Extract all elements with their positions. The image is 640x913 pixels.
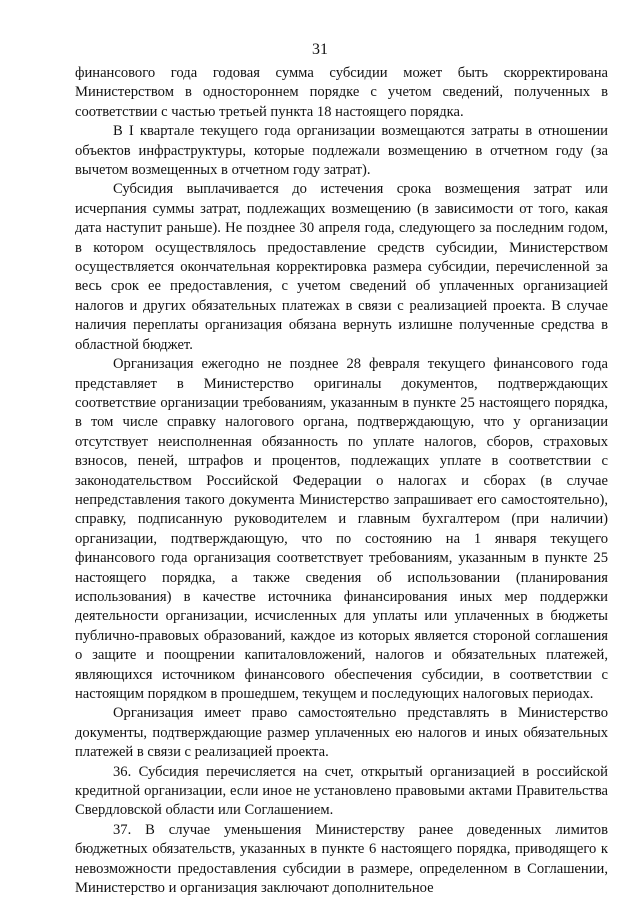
paragraph-item-37: 37. В случае уменьшения Министерству ранее доведенных лимитов бюджетных обязательств, указанных в пункте 6 настоящего порядка, приводящего к невозможности предоставления субсидии в размере, определенном в Соглашении, Министерство и организация заключают дополнительное	[75, 821, 608, 897]
body-text	[75, 64, 608, 898]
paragraph-subsidy-payment: Субсидия выплачивается до истечения срока возмещения затрат или исчерпания суммы затрат, подлежащих возмещению (в зависимости от того, какая дата наступит раньше). Не позднее 30 апреля года, следующего за последним годом, в котором осуществлялось предоставление средств субсидии, Министерством осуществляется окончательная корректировка размера субсидии, перечисленной за весь срок ее предоставления, с учетом сведений об уплаченных организацией налогов и других обязательных платежах в связи с реализацией проекта. В случае наличия переплаты организация обязана вернуть излишне полученные средства в областной бюджет.	[75, 181, 608, 353]
paragraph-item-36: 36. Субсидия перечисляется на счет, открытый организацией в российской кредитной организации, если иное не установлено правовыми актами Правительства Свердловской области или Соглашением.	[75, 763, 608, 819]
paragraph-continuation: финансового года годовая сумма субсидии может быть скорректирована Министерством в одностороннем порядке с учетом сведений, полученных в соответствии с частью третьей пункта 18 настоящего порядка.	[75, 65, 608, 120]
paragraph-right-to-submit: Организация имеет право самостоятельно представлять в Министерство документы, подтверждающие размер уплаченных ею налогов и иных обязательных платежей в связи с реализацией проекта.	[75, 705, 608, 761]
paragraph-first-quarter: В I квартале текущего года организации возмещаются затраты в отношении объектов инфраструктуры, которые подлежали возмещению в отчетном году (за вычетом возмещенных в отчетном году затрат).	[75, 123, 608, 179]
paragraph-annual-documents: Организация ежегодно не позднее 28 февраля текущего финансового года представляет в Министерство оригиналы документов, подтверждающих соответствие организации требованиям, указанным в пункте 25 настоящего порядка, в том числе справку налогового органа, подтверждающую, что у организации отсутствует неисполненная обязанность по уплате налогов, сборов, страховых взносов, пеней, штрафов и процентов, подлежащих уплате в соответствии с законодательством Российской Федерации о налогах и сборах (в случае непредставления такого документа Министерство запрашивает его самостоятельно), справку, подписанную руководителем и главным бухгалтером (при наличии) организации, подтверждающую, что по состоянию на 1 января текущего финансового года организация соответствует требованиям, указанным в пункте 25 настоящего порядка, а также сведения об использовании (планирования использования) в качестве источника финансирования иных мер поддержки деятельности организации, исчисленных для уплаты или уплаченных в бюджеты публично-правовых образований, каждое из которых является стороной соглашения о защите и поощрении капиталовложений, налогов и обязательных платежей, являющихся источником финансового обеспечения субсидии, в соответствии с настоящим порядком в прошедшем, текущем и последующих налоговых периодах.	[75, 356, 608, 702]
page-number: 31	[312, 41, 328, 58]
